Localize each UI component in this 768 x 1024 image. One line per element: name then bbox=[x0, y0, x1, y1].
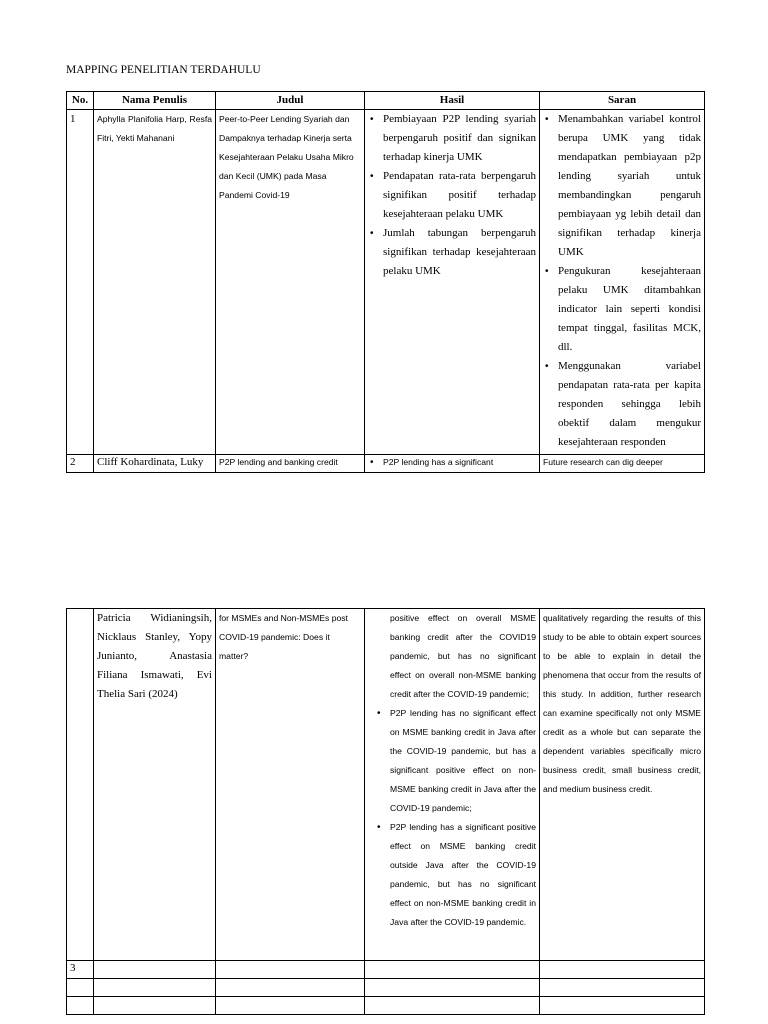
row-title bbox=[216, 961, 365, 979]
table-row bbox=[67, 455, 705, 473]
row-number: 1 bbox=[67, 110, 94, 455]
row-authors: Cliff Kohardinata, Luky bbox=[94, 455, 216, 473]
col-header-authors: Nama Penulis bbox=[94, 92, 216, 110]
result-item: • Pendapatan rata-rata berpengaruh signifikan positif terhadap kesejahteraan pelaku UMK bbox=[383, 167, 536, 224]
table-row bbox=[67, 997, 705, 1015]
result-continuation: positive effect on overall MSME banking credit after the COVID19 pandemic, but has no significant effect on overall non-MSME banking credit after the COVID-19 pandemic; bbox=[390, 613, 536, 699]
row-suggestions bbox=[540, 997, 705, 1015]
table-header-row bbox=[67, 92, 705, 110]
result-item: • P2P lending has no significant effect on MSME banking credit in Java after the COVID-19 pandemic, but has a significant positive effect on non-MSME banking credit in Java after the COVID-19 pandemic; bbox=[390, 704, 536, 818]
table-row bbox=[67, 609, 705, 961]
row-title: P2P lending and banking credit bbox=[216, 455, 365, 473]
result-item: • Pembiayaan P2P lending syariah berpengaruh positif dan signikan terhadap kinerja UMK bbox=[383, 110, 536, 167]
suggestion-item: • Menambahkan variabel kontrol berupa UMK yang tidak mendapatkan pembiayaan p2p lending syariah untuk membandingkan pengaruh pembiayaan yg lebih detail dan signifikan terhadap kinerja UMK bbox=[558, 110, 701, 262]
row-results bbox=[365, 979, 540, 997]
table-row bbox=[67, 979, 705, 997]
research-mapping-table-page2 bbox=[66, 608, 705, 1015]
col-header-results: Hasil bbox=[365, 92, 540, 110]
row-results bbox=[365, 997, 540, 1015]
row-number: 2 bbox=[67, 455, 94, 473]
row-number bbox=[67, 997, 94, 1015]
result-item: • Jumlah tabungan berpengaruh signifikan terhadap kesejahteraan pelaku UMK bbox=[383, 224, 536, 281]
row-number bbox=[67, 609, 94, 961]
result-item: • P2P lending has a significant bbox=[383, 455, 536, 470]
row-authors: Aphylla Planifolia Harp, Resfa Fitri, Yekti Mahanani bbox=[94, 110, 216, 455]
row-results bbox=[365, 455, 540, 473]
row-authors bbox=[94, 979, 216, 997]
table-row bbox=[67, 110, 705, 455]
row-number bbox=[67, 979, 94, 997]
row-authors: Patricia Widianingsih, Nicklaus Stanley, Yopy Junianto, Anastasia Filiana Ismawati, Evi Thelia Sari (2024) bbox=[94, 609, 216, 961]
suggestion-item: • Pengukuran kesejahteraan pelaku UMK ditambahkan indicator lain seperti kondisi tempat tinggal, fasilitas MCK, dll. bbox=[558, 262, 701, 357]
col-header-suggestions: Saran bbox=[540, 92, 705, 110]
row-results bbox=[365, 609, 540, 961]
col-header-title: Judul bbox=[216, 92, 365, 110]
row-suggestions bbox=[540, 961, 705, 979]
row-authors bbox=[94, 997, 216, 1015]
result-item: • P2P lending has a significant positive effect on MSME banking credit outside Java after the COVID-19 pandemic, but has no significant effect on non-MSME banking credit in Java after the COVID-19 pandemic. bbox=[390, 818, 536, 932]
row-suggestions: qualitatively regarding the results of this study to be able to obtain expert sources to be able to explain in detail the phenomena that occur from the results of this study. In addition, further research can examine specifically not only MSME credit as a whole but can separate the dependent variables specifically micro business credit, small business credit, and medium business credit. bbox=[540, 609, 705, 961]
research-mapping-table-page1 bbox=[66, 91, 705, 473]
row-suggestions: Future research can dig deeper bbox=[540, 455, 705, 473]
suggestion-item: • Menggunakan variabel pendapatan rata-rata per kapita responden sehingga lebih obektif dalam mengukur kesejahteraan responden bbox=[558, 357, 701, 452]
row-title bbox=[216, 997, 365, 1015]
row-title bbox=[216, 979, 365, 997]
table-row bbox=[67, 961, 705, 979]
col-header-no: No. bbox=[67, 92, 94, 110]
page-heading: MAPPING PENELITIAN TERDAHULU bbox=[66, 64, 261, 76]
row-title: for MSMEs and Non-MSMEs post COVID-19 pandemic: Does it matter? bbox=[216, 609, 365, 961]
row-authors bbox=[94, 961, 216, 979]
row-results bbox=[365, 110, 540, 455]
row-results bbox=[365, 961, 540, 979]
row-suggestions bbox=[540, 110, 705, 455]
row-title: Peer-to-Peer Lending Syariah dan Dampaknya terhadap Kinerja serta Kesejahteraan Pelaku Usaha Mikro dan Kecil (UMK) pada Masa Pandemi Covid-19 bbox=[216, 110, 365, 455]
row-number: 3 bbox=[67, 961, 94, 979]
row-suggestions bbox=[540, 979, 705, 997]
